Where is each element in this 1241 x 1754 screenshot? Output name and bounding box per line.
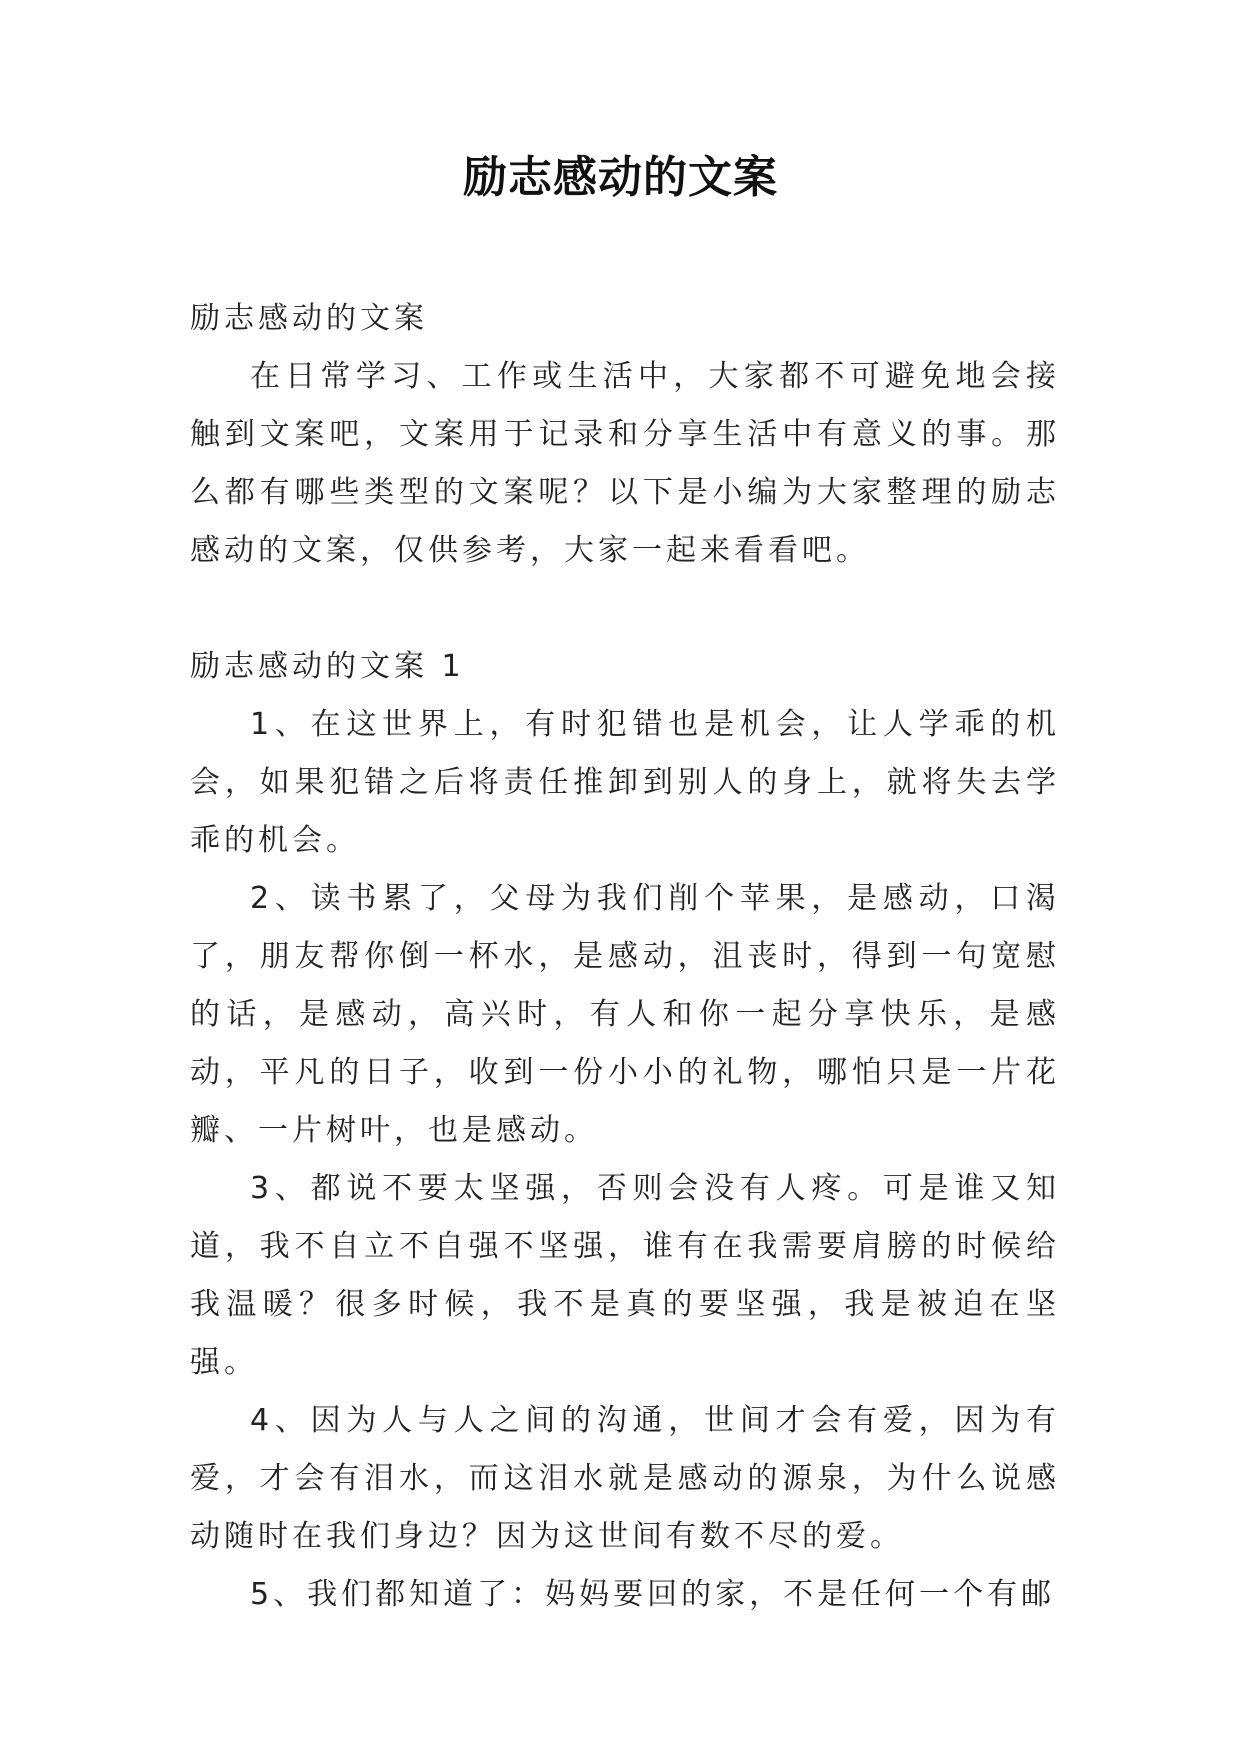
list-item: 4、因为人与人之间的沟通，世间才会有爱，因为有爱，才会有泪水，而这泪水就是感动的源泉，为什么说感动随时在我们身边？因为这世间有数不尽的爱。 <box>190 1403 1060 1554</box>
list-item: 5、我们都知道了：妈妈要回的家，不是任何一个有邮 <box>250 1577 1056 1612</box>
document-title: 励志感动的文案 <box>463 152 778 203</box>
section-heading: 励志感动的文案 1 <box>190 649 465 684</box>
list-item: 3、都说不要太坚强，否则会没有人疼。可是谁又知道，我不自立不自强不坚强，谁有在我需要肩膀的时候给我温暖？很多时候，我不是真的要坚强，我是被迫在坚强。 <box>190 1171 1060 1380</box>
intro-heading: 励志感动的文案 <box>190 301 428 336</box>
document-body <box>190 290 1060 1624</box>
list-item: 1、在这世界上，有时犯错也是机会，让人学乖的机会，如果犯错之后将责任推卸到别人的身上，就将失去学乖的机会。 <box>190 707 1060 858</box>
intro-paragraph: 在日常学习、工作或生活中，大家都不可避免地会接触到文案吧，文案用于记录和分享生活中有意义的事。那么都有哪些类型的文案呢？以下是小编为大家整理的励志感动的文案，仅供参考，大家一起来看看吧。 <box>190 359 1060 568</box>
paragraph-spacer <box>190 580 1060 638</box>
list-item: 2、读书累了，父母为我们削个苹果，是感动，口渴了，朋友帮你倒一杯水，是感动，沮丧时，得到一句宽慰的话，是感动，高兴时，有人和你一起分享快乐，是感动，平凡的日子，收到一份小小的礼物，哪怕只是一片花瓣、一片树叶，也是感动。 <box>190 881 1060 1148</box>
